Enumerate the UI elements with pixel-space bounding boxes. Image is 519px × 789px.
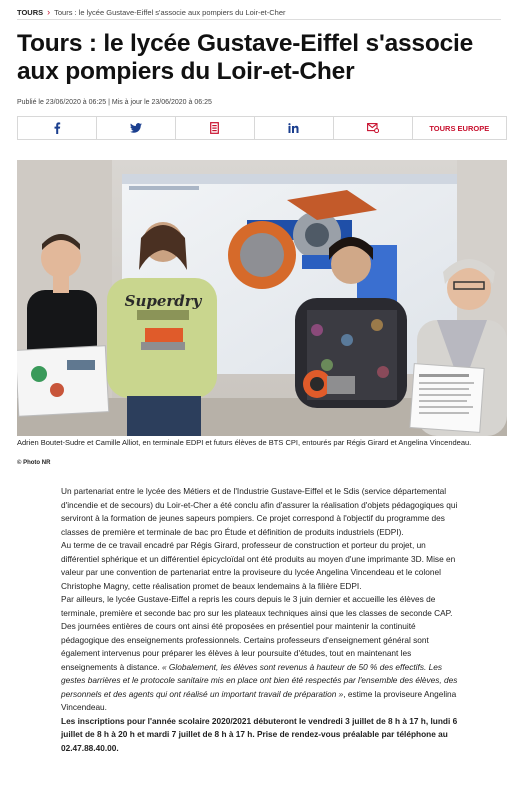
paragraph-3 <box>61 593 461 715</box>
share-email-button[interactable] <box>334 117 413 139</box>
shirt-logo-text: Superdry <box>124 292 202 310</box>
breadcrumb-home-link[interactable]: TOURS <box>17 8 44 17</box>
chevron-right-icon: › <box>47 7 51 17</box>
print-button[interactable] <box>176 117 255 139</box>
section-link-tours-europe[interactable]: TOURS EUROPE <box>429 123 490 133</box>
paragraph-4: Les inscriptions pour l'année scolaire 2020/2021 débuteront le vendredi 3 juillet de 8 h à 17 h, lundi 6 juillet de 8 h à 20 h et mardi 7 juillet de 8 h à 17 h. Prise de rendez-vous préalable par téléphone au 02.47.88.40.00. <box>61 715 458 753</box>
photo-caption: Adrien Boutet-Sudre et Camille Alliot, en terminale EDPI et futurs élèves de BTS CPI, entourés par Régis Girard et Angelina Vincendeau. <box>17 438 472 447</box>
photo-credit: © Photo NR <box>17 460 51 466</box>
share-facebook-button[interactable] <box>18 117 97 139</box>
paragraph-1: Un partenariat entre le lycée des Métiers et de l'Industrie Gustave-Eiffel et le Sdis (service départemental d'incendie et de secours) du Loir-et-Cher a été conclu afin d'assurer la réalisation d'objets pédagogiques qui serviront à la formation de jeunes sapeurs pompiers. Ce projet correspond à l'objectif du programme des classes de première et terminale de bac pro Étude et définition de produits industriels (EDPI). <box>61 486 458 537</box>
article-meta: Publié le 23/06/2020 à 06:25 | Mis à jour le 23/06/2020 à 06:25 <box>17 99 212 106</box>
share-linkedin-button[interactable] <box>255 117 334 139</box>
article-title: Tours : le lycée Gustave-Eiffel s'associe aux pompiers du Loir-et-Cher <box>17 30 474 85</box>
facebook-icon <box>53 122 61 134</box>
article-body <box>61 485 461 755</box>
photo-illustration <box>17 160 507 436</box>
linkedin-icon <box>288 123 300 133</box>
print-icon <box>210 122 219 134</box>
paragraph-2: Au terme de ce travail encadré par Régis Girard, professeur de construction et porteur du projet, un différentiel sphérique et un différentiel épicycloïdal ont été produits au moyen d'une imprimante 3D. Mise en valeur par une convention de partenariat entre la proviseure du lycée Angelina Vincendeau et le colonel Christophe Magny, cette réalisation promet de beaux lendemains à la filière EDPI. <box>61 540 456 591</box>
share-bar <box>17 116 507 140</box>
breadcrumb-current[interactable]: Tours : le lycée Gustave-Eiffel s'associe aux pompiers du Loir-et-Cher <box>54 8 286 17</box>
email-icon <box>367 123 379 133</box>
article-photo <box>17 160 507 436</box>
paragraph-3-quote: « Globalement, les élèves sont revenus à hauteur de 50 % des effectifs. Les gestes barrières et le protocole sanitaire mis en place ont bien été respectés par l'ensemble des élèves, des personnels et des agents qui ont réalisé un important travail de préparation » <box>61 661 458 699</box>
share-twitter-button[interactable] <box>97 117 176 139</box>
twitter-icon <box>130 123 142 133</box>
breadcrumb <box>17 6 501 20</box>
paragraph-3-end: , estime la proviseure Angelina Vincendeau. <box>61 688 457 712</box>
paragraph-3-text: Par ailleurs, le lycée Gustave-Eiffel a repris les cours depuis le 3 juin dernier et accueille les élèves de terminale, première et seconde bac pro sur les plateaux techniques ainsi que les classes de seconde CAP. Des journées entières de cours ont ainsi été proposées en présentiel pour maintenir la continuité pédagogique des enseignements professionnels. Certains professeurs d'enseignement général sont également intervenus pour préparer les élèves à leur poursuite d'études, tout en maintenant les enseignements à distance. <box>61 594 453 672</box>
